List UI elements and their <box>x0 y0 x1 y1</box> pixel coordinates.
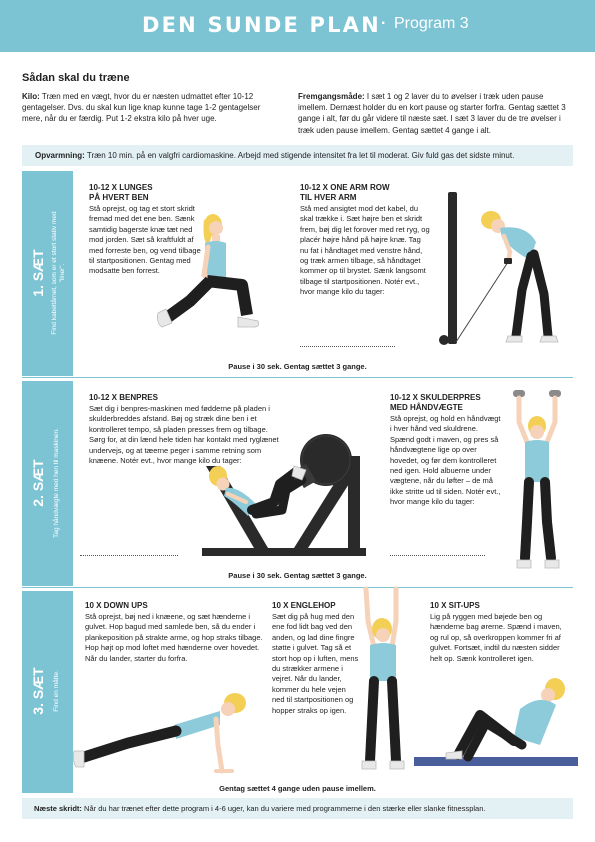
next-step-text: Når du har trænet efter dette program i 4-6 uger, kan du variere med programmerne i den stærke eller slanke fitnessplan. <box>81 804 486 813</box>
benpres-description: Sæt dig i benpres-maskinen med fødderne på pladen i skulderbreddes afstand. Bøj og stræk dine ben i et kontrolleret tempo, så pladen presses frem og tilbage. Sørg for, at din lænd hele tiden har kontakt med ryglænet undervejs, og at tæerne peger i samme retning som knæene. Notér evt., hvor mange kilo du tager: <box>89 404 279 466</box>
skulderpres-title-line-1: 10-12 X SKULDERPRES <box>390 393 481 402</box>
lunges-title-line-1: 10-12 X LUNGES <box>89 183 153 192</box>
warmup-label: Opvarmning: <box>35 151 85 160</box>
leg-press-figure-icon <box>198 432 368 562</box>
warmup-band <box>22 145 573 166</box>
sit-ups-title-line-1: 10 X SIT-UPS <box>430 601 480 610</box>
page-title: DEN SUNDE PLAN <box>142 13 381 37</box>
set-3-note <box>53 670 61 712</box>
set-2-divider <box>22 587 573 588</box>
skulderpres-notes-line <box>390 554 485 556</box>
set-1-divider <box>22 377 573 378</box>
kilo-text: Træn med en vægt, hvor du er næsten udmattet efter 10-12 gentagelser. Dvs. du skal kun lige knap kunne tage 1-2 gentagelser mere, når du er færdig. Put 1-2 ekstra kilo på hver uge. <box>22 92 261 124</box>
method-text: I sæt 1 og 2 laver du to øvelser i træk uden pause imellem. Dernæst holder du en kort pause og starter forfra. Gentag sættet 3 gange i alt, før du går videre til næste sæt. I sæt 3 laver du de tre øvelser i træk uden pause imellem. Gentag sættet 4 gange i alt. <box>298 92 566 135</box>
one-arm-row-notes-line <box>300 345 395 347</box>
skulderpres-title <box>390 393 481 412</box>
one-arm-row-title-line-1: 10-12 X ONE ARM ROW <box>300 183 390 192</box>
set-2-label: 2. SÆT <box>30 459 46 507</box>
set-3-repeat: Gentag sættet 4 gange uden pause imellem. <box>219 784 376 793</box>
set-3-note-line-1: Find en måtte. <box>53 670 60 712</box>
set-2-note-line-1: Tag håndvægte med hen til maskinen. <box>53 428 60 538</box>
set-3-label: 3. SÆT <box>30 667 46 715</box>
method-paragraph <box>298 91 573 136</box>
set-1-note <box>51 211 67 334</box>
englehop-title-line-1: 10 X ENGLEHOP <box>272 601 336 610</box>
englehop-description: Sæt dig på hug med den ene fod lidt bag ved den anden, og lad dine fingre støtte i gulvet. Tag så et stort hop op i luften, mens du strækker armene i vejret. Når du lander, kommer du hele vejen ned til startpositionen og hopper straks op igen. <box>272 612 359 715</box>
program-label: Program 3 <box>394 15 469 32</box>
set-2-note <box>53 428 61 538</box>
exercise-mat <box>414 757 578 766</box>
shoulder-press-figure-icon <box>505 386 573 578</box>
one-arm-row-description: Stå med ansigtet mod det kabel, du skal trække i. Sæt højre ben et skridt frem, bøj dig let forover med ret ryg, og placér højre hånd på højre knæ. Tag nu fat i håndtaget med venstre hånd, og træk armen tilbage, så håndtaget kommer op til brystet. Sænk langsomt tilbage til startpositionen. Notér evt., hvor mange kilo du tager: <box>300 204 430 297</box>
down-ups-title-line-1: 10 X DOWN UPS <box>85 601 148 610</box>
kilo-label: Kilo: <box>22 92 40 101</box>
cable-row-figure-icon <box>436 190 561 350</box>
englehop-title <box>272 601 336 611</box>
set-1-note-line-1: Find kabeltårnet, som er et stort stativ med <box>51 211 58 335</box>
warmup-text: Træn 10 min. på en valgfri cardiomaskine. Arbejd med stigende intensitet fra let til moderat. Giv fuld gas det sidste minut. <box>84 151 515 160</box>
benpres-notes-line <box>80 554 178 556</box>
set-1-pause: Pause i 30 sek. Gentag sættet 3 gange. <box>228 362 367 371</box>
title-separator: · <box>381 15 387 32</box>
set-1-label: 1. SÆT <box>30 249 46 297</box>
next-step-label: Næste skridt: <box>34 804 82 813</box>
lunges-title <box>89 183 153 202</box>
set-2-pause: Pause i 30 sek. Gentag sættet 3 gange. <box>228 571 367 580</box>
kilo-paragraph <box>22 91 280 125</box>
down-ups-title <box>85 601 148 611</box>
benpres-title-line-1: 10-12 X BENPRES <box>89 393 158 402</box>
down-ups-description: Stå oprejst, bøj ned i knæene, og sæt hænderne i gulvet. Hop bagud med samlede ben, så du ender i plankeposition på strakte arme, og hop straks tilbage. Hop højt op mod loftet med hænderne over hovedet. Når du lander, starter du forfra. <box>85 612 263 663</box>
skulderpres-description: Stå oprejst, og hold en håndvægt i hver hånd ved skuldrene. Spænd godt i maven, og pres så håndvægtene lige op over hovedet, og før dem kontrolleret ned igen. Hold albuerne under vægtene, når du løfter – de må ikke stritte ud til siden. Notér evt., hvor mange kilo du tager: <box>390 414 501 507</box>
situp-figure-icon <box>410 675 582 771</box>
method-label: Fremgangsmåde: <box>298 92 365 101</box>
sit-ups-title <box>430 601 480 611</box>
lunges-title-line-2: PÅ HVERT BEN <box>89 192 149 202</box>
header-banner <box>0 0 595 52</box>
one-arm-row-title-line-2: TIL HVER ARM <box>300 192 357 202</box>
skulderpres-title-line-2: MED HÅNDVÆGTE <box>390 402 463 412</box>
next-step-band <box>22 798 573 819</box>
benpres-title <box>89 393 158 403</box>
lunge-figure-icon <box>150 205 270 340</box>
sit-ups-description: Lig på ryggen med bøjede ben og hænderne bag ørerne. Spænd i maven, og rul op, så overkroppen kommer fri af gulvet. Fortsæt, indtil du næsten sidder helt op. Sænk kontrolleret igen. <box>430 612 562 663</box>
one-arm-row-title <box>300 183 390 202</box>
plank-figure-icon <box>70 683 255 778</box>
set-1-note-line-2: "liner". <box>59 263 66 283</box>
lunges-description: Stå oprejst, og tag et stort skridt fremad med det ene ben. Sænk samtidig bagerste knæ tæt ned mod jorden. Sæt så kraftfuldt af med forreste ben, og vend tilbage til startpositionen. Gentag med modsatte ben forrest. <box>89 204 201 276</box>
jump-figure-icon <box>352 585 418 777</box>
howto-heading: Sådan skal du træne <box>22 72 130 84</box>
